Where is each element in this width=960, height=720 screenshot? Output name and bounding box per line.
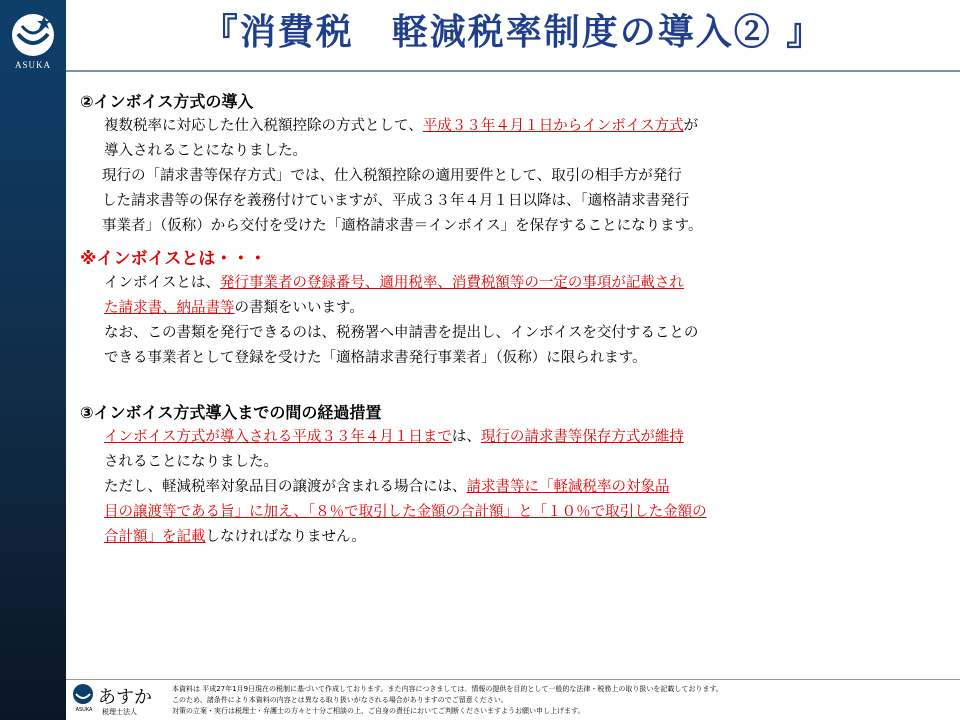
text: した請求書等の保存を義務付けていますが、平成３３年４月１日以降は、「適格請求書発行 (102, 193, 690, 209)
text: 複数税率に対応した仕入税額控除の方式として、 (104, 118, 423, 134)
disclaimer-line: 対策の立案・実行は税理士・弁護士の方々と十分ご相談の上、ご自身の責任においてご判断くださいますようお願い申し上げます。 (172, 707, 585, 715)
text: できる事業者として登録を受けた「適格請求書発行事業者」（仮称）に限られます。 (104, 350, 647, 366)
note-heading: ※インボイスとは・・・ (80, 249, 267, 269)
logo-text: ASUKA (14, 60, 51, 70)
text: 現行の「請求書等保存方式」では、仕入税額控除の適用要件として、取引の相手方が発行 (102, 168, 682, 184)
highlight-text: 請求書等に「軽減税率の対象品 (466, 479, 670, 495)
sidebar (0, 0, 66, 720)
section-heading-transition: ③インボイス方式導入までの間の経過措置 (80, 403, 382, 422)
highlight-text: インボイス方式が導入される平成３３年４月１日まで (104, 429, 452, 445)
disclaimer (172, 684, 952, 717)
footer-logo (72, 683, 172, 717)
spacer (80, 239, 940, 247)
footer-brand-sub: 税理士法人 (102, 708, 137, 716)
page-title: 『消費税 軽減税率制度の導入② 』 (201, 11, 825, 53)
asuka-logo-icon (10, 12, 56, 58)
main-content (80, 90, 940, 550)
asuka-logo-icon (72, 683, 94, 705)
paragraph (80, 114, 940, 164)
highlight-text: 現行の請求書等保存方式が維持 (480, 429, 684, 445)
paragraph (80, 321, 940, 371)
highlight-text: 発行事業者の登録番号、適用税率、消費税額等の一定の事項が記載され (219, 275, 684, 291)
section-heading-invoice: ②インボイス方式の導入 (80, 92, 254, 111)
text: しなければなりません。 (205, 529, 366, 545)
text: されることになりました。 (104, 454, 278, 470)
disclaimer-line: このため、諸条件により本資料の内容とは異なる取り扱いがなされる場合がありますのでご留意ください。 (172, 696, 508, 704)
highlight-text: 目の譲渡等である旨」に加え、「８％で取引した金額の合計額」と「１０％で取引した金額の (104, 504, 707, 520)
paragraph (80, 425, 940, 475)
disclaimer-line: 本資料は 平成27年1月9日現在の税制に基づいて作成しております。また内容につきましては、情報の提供を目的として一般的な法律・税務上の取り扱いを記載しております。 (172, 685, 723, 693)
title-divider (66, 70, 960, 72)
text: ただし、軽減税率対象品目の譲渡が含まれる場合には、 (104, 479, 467, 495)
footer-logo-en: ASUKA (75, 707, 93, 713)
highlight-text: 合計額」を記載 (104, 529, 206, 545)
highlight-text: た請求書、納品書等 (104, 300, 235, 316)
footer-divider (66, 679, 960, 680)
footer-brand: あすか (98, 687, 152, 708)
spacer (80, 371, 940, 401)
paragraph (80, 164, 940, 239)
text: 事業者」（仮称）から交付を受けた「適格請求書＝インボイス」を保存することになります。 (102, 218, 703, 234)
text: なお、この書類を発行できるのは、税務署へ申請書を提出し、インボイスを交付することの (104, 325, 699, 341)
paragraph (80, 271, 940, 321)
text: インボイスとは、 (104, 275, 220, 291)
paragraph (80, 475, 940, 550)
highlight-text: 平成３３年４月１日からインボイス方式 (422, 118, 684, 134)
text: は、 (451, 429, 481, 445)
text: の書類をいいます。 (234, 300, 364, 316)
text: 導入されることになりました。 (104, 143, 307, 159)
text: が (683, 118, 699, 134)
